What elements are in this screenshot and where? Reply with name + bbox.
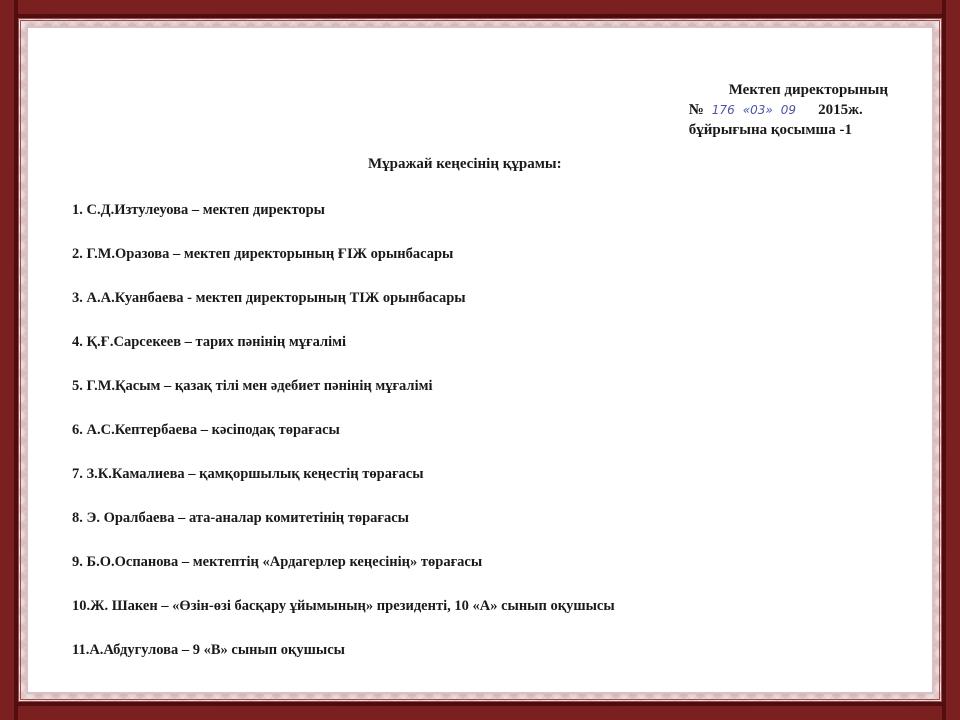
document-page: [28, 28, 932, 692]
list-item: 7. З.К.Камалиева – қамқоршылық кеңестің төрағасы: [72, 466, 424, 482]
list-item: 1. С.Д.Изтулеуова – мектеп директоры: [72, 202, 326, 218]
document-title: Мұражай кеңесінің құрамы:: [368, 156, 562, 172]
list-item: 9. Б.О.Оспанова – мектептің «Ардагерлер кеңесінің» төрағасы: [72, 554, 483, 570]
list-item: 5. Г.М.Қасым – қазақ тілі мен әдебиет пәнінің мұғалімі: [72, 378, 433, 394]
list-item: 3. А.А.Куанбаева - мектеп директорының ТІЖ орынбасары: [72, 290, 466, 306]
header-line-3: бұйрығына қосымша -1: [688, 122, 852, 138]
list-item: 11.А.Абдугулова – 9 «В» сынып оқушысы: [72, 642, 345, 658]
header-line-1: Мектеп директорының: [728, 82, 888, 98]
header-line-2: [689, 100, 888, 120]
list-item: 8. Э. Оралбаева – ата-аналар комитетінің төрағасы: [72, 510, 409, 526]
order-month: 09: [780, 103, 797, 117]
document-sheet: [28, 28, 932, 692]
order-day: «03»: [742, 103, 773, 117]
order-year: 2015ж.: [818, 102, 863, 118]
number-sign: №: [688, 102, 704, 118]
list-item: 2. Г.М.Оразова – мектеп директорының ҒІЖ орынбасары: [72, 246, 454, 262]
member-list: [72, 188, 872, 672]
order-number: 176: [711, 103, 735, 117]
list-item: 6. А.С.Кептербаева – кәсіподақ төрағасы: [72, 422, 340, 438]
list-item: 4. Қ.Ғ.Сарсекеев – тарих пәнінің мұғалімі: [72, 334, 347, 350]
list-item: 10.Ж. Шакен – «Өзін-өзі басқару ұйымының» президенті, 10 «А» сынып оқушысы: [72, 598, 615, 614]
order-header: [689, 80, 888, 140]
